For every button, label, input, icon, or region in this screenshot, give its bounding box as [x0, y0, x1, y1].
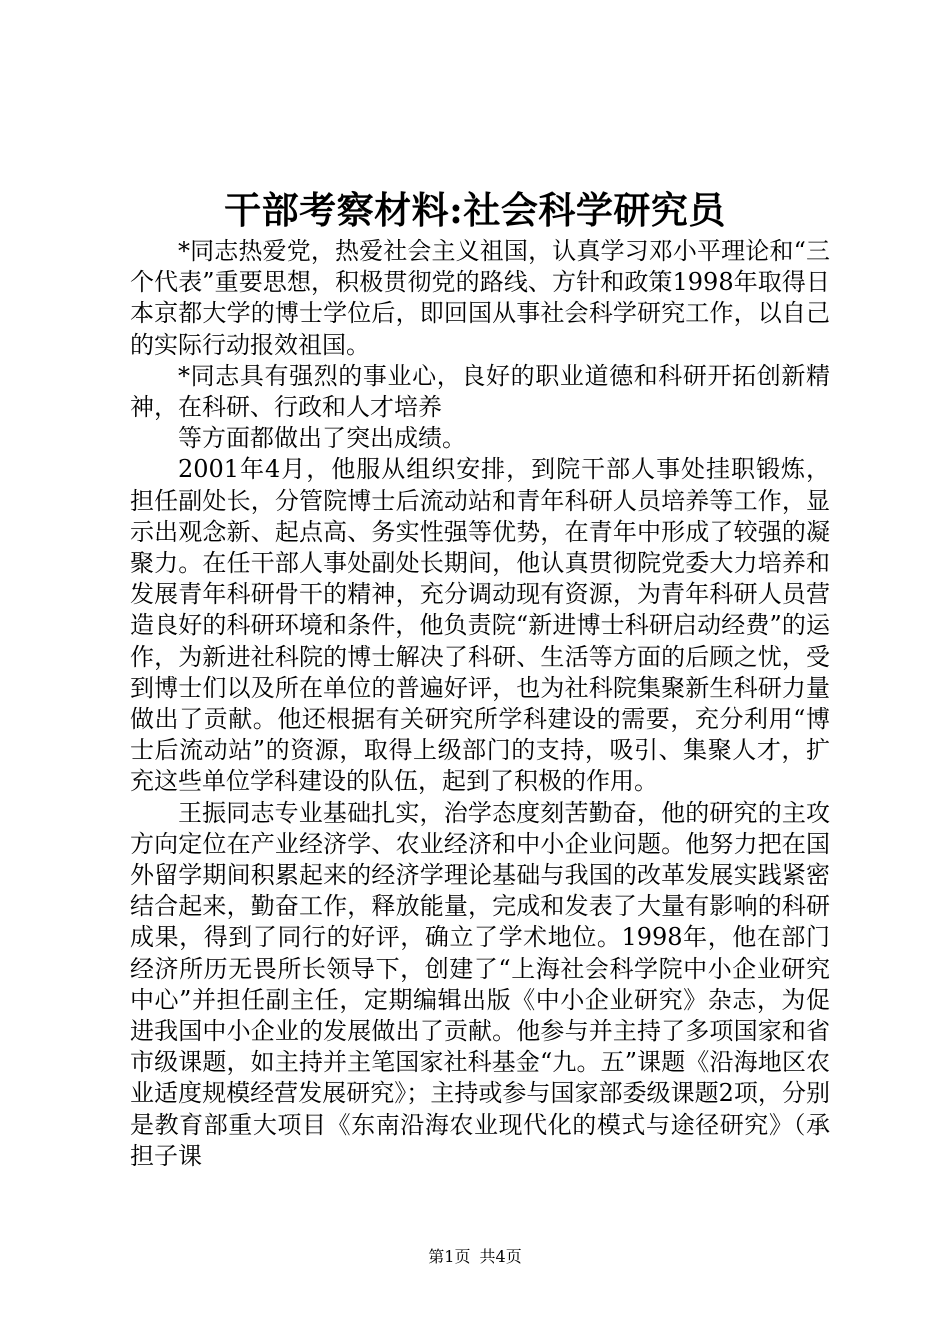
paragraph-2: *同志具有强烈的事业心，良好的职业道德和科研开拓创新精神，在科研、行政和人才培养	[130, 361, 830, 422]
page-footer	[0, 1246, 950, 1268]
paragraph-1: *同志热爱党，热爱社会主义祖国，认真学习邓小平理论和“三个代表”重要思想，积极贯彻党的路线、方针和政策1998年取得日本京都大学的博士学位后，即回国从事社会科学研究工作，以自己的实际行动报效祖国。	[130, 237, 830, 359]
document-body	[130, 236, 830, 1172]
paragraph-4: 2001年4月，他服从组织安排，到院干部人事处挂职锻炼，担任副处长，分管院博士后流动站和青年科研人员培养等工作，显示出观念新、起点高、务实性强等优势，在青年中形成了较强的凝聚力。在任干部人事处副处长期间，他认真贯彻院党委大力培养和发展青年科研骨干的精神，充分调动现有资源，为青年科研人员营造良好的科研环境和条件，他负责院“新进博士科研启动经费”的运作，为新进社科院的博士解决了科研、生活等方面的后顾之忧，受到博士们以及所在单位的普遍好评，也为社科院集聚新生科研力量做出了贡献。他还根据有关研究所学科建设的需要，充分利用“博士后流动站”的资源，取得上级部门的支持，吸引、集聚人才，扩充这些单位学科建设的队伍，起到了积极的作用。	[130, 455, 830, 796]
paragraph-3: 等方面都做出了突出成绩。	[178, 424, 466, 453]
document-title: 干部考察材料:社会科学研究员	[224, 188, 726, 232]
page-total: 共4页	[479, 1247, 522, 1266]
page-number: 第1页	[428, 1247, 471, 1266]
paragraph-5: 王振同志专业基础扎实，治学态度刻苦勤奋，他的研究的主攻方向定位在产业经济学、农业经济和中小企业问题。他努力把在国外留学期间积累起来的经济学理论基础与我国的改革发展实践紧密结合起来，勤奋工作，释放能量，完成和发表了大量有影响的科研成果，得到了同行的好评，确立了学术地位。1998年，他在部门经济所历无畏所长领导下，创建了“上海社会科学院中小企业研究中心”并担任副主任，定期编辑出版《中小企业研究》杂志，为促进我国中小企业的发展做出了贡献。他参与并主持了多项国家和省市级课题，如主持并主笔国家社科基金“九。五”课题《沿海地区农业适度规模经营发展研究》；主持或参与国家部委级课题2项，分别是教育部重大项目《东南沿海农业现代化的模式与途径研究》（承担子课	[130, 798, 830, 1170]
